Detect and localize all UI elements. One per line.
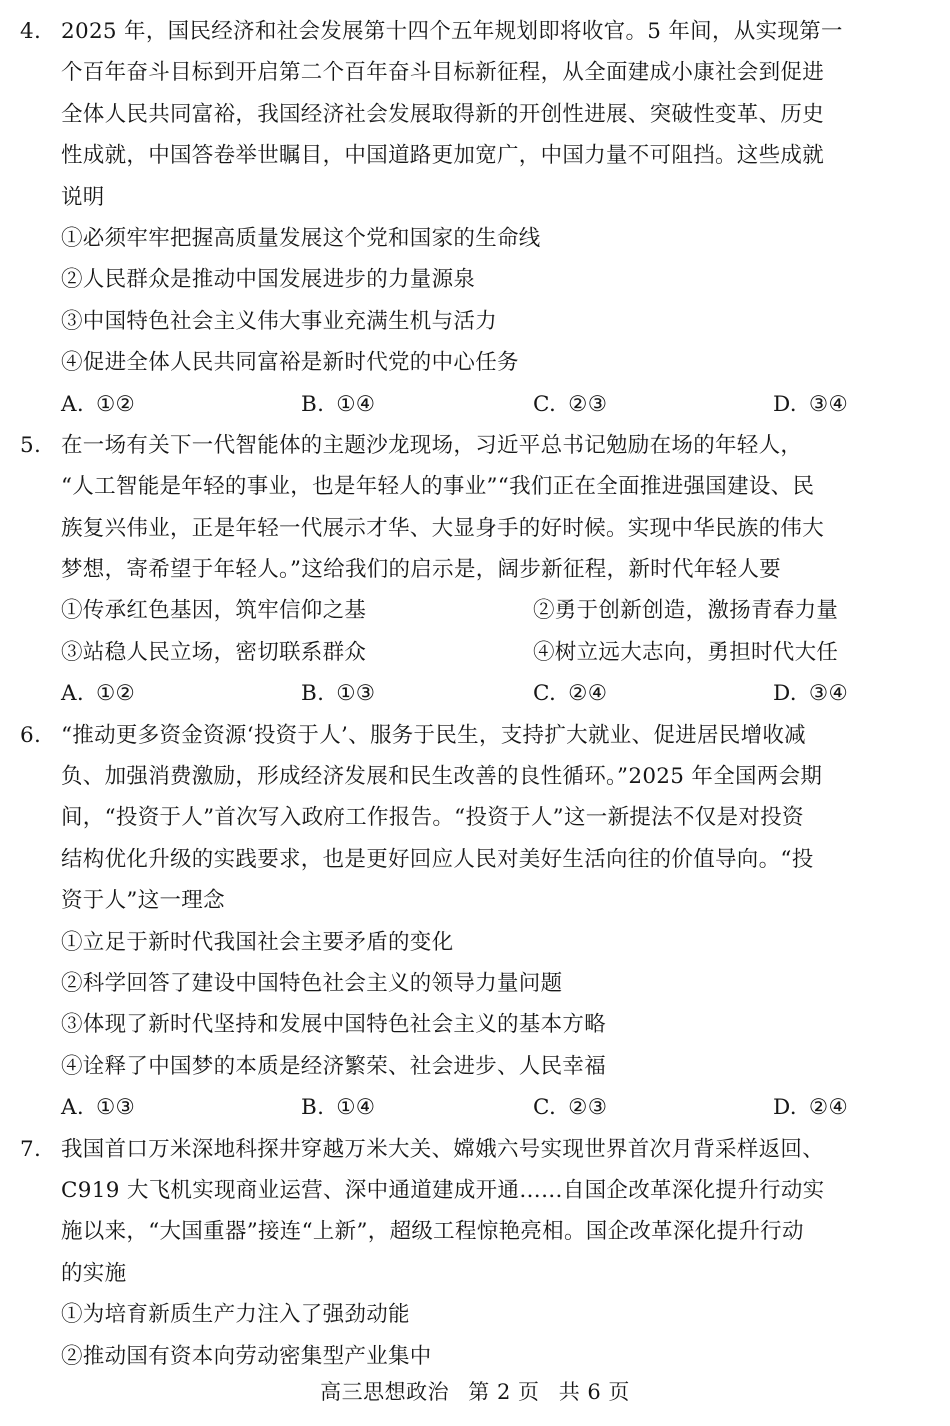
question-number: 7. xyxy=(20,1136,42,1162)
question-stem-line: C919 大飞机实现商业运营、深中通道建成开通……自国企改革深化提升行动实 xyxy=(61,1177,825,1203)
statement-option: ①立足于新时代我国社会主要矛盾的变化 xyxy=(61,929,454,955)
answer-choices xyxy=(0,673,950,714)
choice-a[interactable]: A. ①② xyxy=(61,681,136,707)
choice-c[interactable]: C. ②④ xyxy=(533,681,608,707)
statement-option: ①必须牢牢把握高质量发展这个党和国家的生命线 xyxy=(61,225,541,251)
choice-d[interactable]: D. ③④ xyxy=(773,391,849,417)
answer-choices xyxy=(0,1087,950,1128)
question-stem-line: 全体人民共同富裕，我国经济社会发展取得新的开创性进展、突破性变革、历史 xyxy=(61,101,825,127)
statement-option: ④树立远大志向，勇担时代大任 xyxy=(533,639,839,665)
footer-subject: 高三思想政治 xyxy=(320,1380,450,1404)
answer-choices xyxy=(0,384,950,425)
question-stem-line: 间，“投资于人”首次写入政府工作报告。“投资于人”这一新提法不仅是对投资 xyxy=(61,805,804,831)
choice-a[interactable]: A. ①③ xyxy=(61,1095,136,1121)
statement-option-row xyxy=(0,590,950,631)
question-number: 6. xyxy=(20,722,42,748)
choice-b[interactable]: B. ①④ xyxy=(301,391,376,417)
choice-c[interactable]: C. ②③ xyxy=(533,1095,608,1121)
question-stem-line: 6. “推动更多资金资源‘投资于人’、服务于民生，支持扩大就业、促进居民增收减 xyxy=(0,715,950,756)
question-stem-line: 4. 2025 年，国民经济和社会发展第十四个五年规划即将收官。5 年间，从实现第一 xyxy=(0,11,950,52)
question-5 xyxy=(0,425,950,715)
question-stem-line: 的实施 xyxy=(61,1260,127,1286)
question-stem-line: 族复兴伟业，正是年轻一代展示才华、大显身手的好时候。实现中华民族的伟大 xyxy=(61,515,825,541)
question-stem-line: 梦想，寄希望于年轻人。”这给我们的启示是，阔步新征程，新时代年轻人要 xyxy=(61,557,781,583)
choice-b[interactable]: B. ①③ xyxy=(301,681,376,707)
question-4 xyxy=(0,11,950,425)
question-stem-line: 个百年奋斗目标到开启第二个百年奋斗目标新征程，从全面建成小康社会到促进 xyxy=(61,60,825,86)
choice-c[interactable]: C. ②③ xyxy=(533,391,608,417)
question-stem-line: 施以来，“大国重器”接连“上新”，超级工程惊艳亮相。国企改革深化提升行动 xyxy=(61,1219,804,1245)
question-7 xyxy=(0,1129,950,1377)
question-number: 5. xyxy=(20,432,42,458)
statement-option: ③体现了新时代坚持和发展中国特色社会主义的基本方略 xyxy=(61,1012,607,1038)
statement-option: ①为培育新质生产力注入了强劲动能 xyxy=(61,1302,410,1328)
question-stem-line: 性成就，中国答卷举世瞩目，中国道路更加宽广，中国力量不可阻挡。这些成就 xyxy=(61,143,825,169)
statement-option: ①传承红色基因，筑牢信仰之基 xyxy=(61,598,367,624)
statement-option: ②推动国有资本向劳动密集型产业集中 xyxy=(61,1343,432,1369)
statement-option: ④诠释了中国梦的本质是经济繁荣、社会进步、人民幸福 xyxy=(61,1053,607,1079)
statement-option: ④促进全体人民共同富裕是新时代党的中心任务 xyxy=(61,350,519,376)
question-stem-line: “人工智能是年轻的事业，也是年轻人的事业”“我们正在全面推进强国建设、民 xyxy=(61,474,815,500)
page-footer xyxy=(0,1376,950,1406)
statement-option: ②人民群众是推动中国发展进步的力量源泉 xyxy=(61,267,476,293)
choice-b[interactable]: B. ①④ xyxy=(301,1095,376,1121)
choice-a[interactable]: A. ①② xyxy=(61,391,136,417)
footer-total-pages: 共 6 页 xyxy=(558,1380,630,1404)
statement-option: ③站稳人民立场，密切联系群众 xyxy=(61,639,367,665)
question-stem-line: 资于人”这一理念 xyxy=(61,888,225,914)
question-number: 4. xyxy=(20,19,42,44)
choice-d[interactable]: D. ②④ xyxy=(773,1095,849,1121)
statement-option: ③中国特色社会主义伟大事业充满生机与活力 xyxy=(61,308,498,334)
choice-d[interactable]: D. ③④ xyxy=(773,681,849,707)
question-stem-line: 7. 我国首口万米深地科探井穿越万米大关、嫦娥六号实现世界首次月背采样返回、 xyxy=(0,1129,950,1170)
question-stem-line: 说明 xyxy=(61,184,105,210)
question-stem-line: 结构优化升级的实践要求，也是更好回应人民对美好生活向往的价值导向。“投 xyxy=(61,846,814,872)
footer-page-number: 第 2 页 xyxy=(468,1380,540,1404)
statement-option-row xyxy=(0,632,950,673)
statement-option: ②科学回答了建设中国特色社会主义的领导力量问题 xyxy=(61,970,563,996)
question-6 xyxy=(0,715,950,1129)
statement-option: ②勇于创新创造，激扬青春力量 xyxy=(533,598,839,624)
question-stem-line: 负、加强消费激励，形成经济发展和民生改善的良性循环。”2025 年全国两会期 xyxy=(61,764,823,790)
question-stem-line: 5. 在一场有关下一代智能体的主题沙龙现场，习近平总书记勉励在场的年轻人， xyxy=(0,425,950,466)
